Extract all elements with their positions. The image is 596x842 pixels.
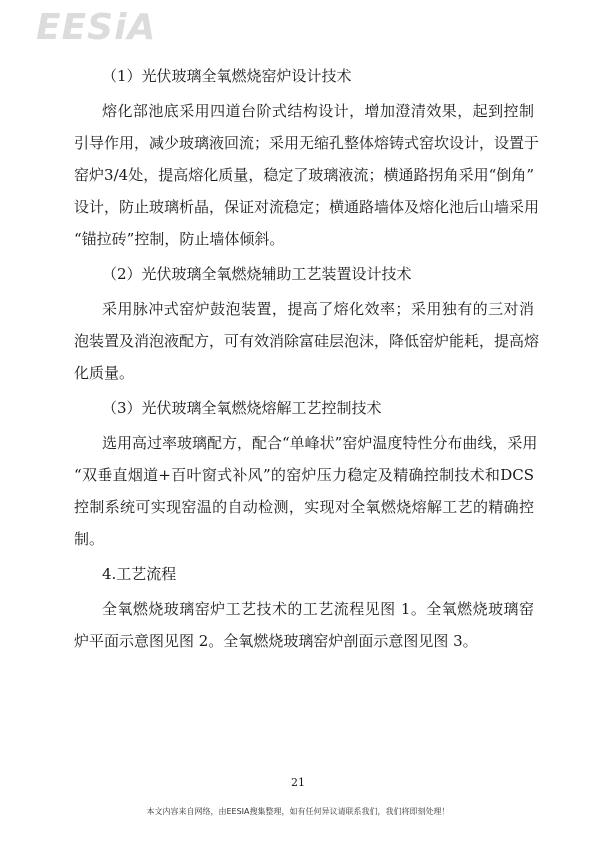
section-1-heading: （1）光伏玻璃全氧燃烧窑炉设计技术	[102, 67, 352, 85]
section-3-paragraph	[74, 427, 538, 555]
text-line: 全氧燃烧玻璃窑炉工艺技术的工艺流程见图 1。全氧燃烧玻璃窑	[102, 600, 534, 618]
section-3-heading: （3）光伏玻璃全氧燃烧熔解工艺控制技术	[102, 399, 382, 417]
text-line: 熔化部池底采用四道台阶式结构设计，增加澄清效果，起到控制	[102, 102, 534, 120]
text-line: “锚拉砖”控制，防止墙体倾斜。	[74, 230, 285, 248]
text-line: 控制系统可实现窑温的自动检测，实现对全氧燃烧熔解工艺的精确控	[74, 498, 534, 516]
text-line: 设计，防止玻璃析晶，保证对流稳定；横通路墙体及熔化池后山墙采用	[74, 198, 540, 216]
section-1-paragraph	[74, 95, 540, 255]
process-heading: 4.工艺流程	[102, 565, 177, 583]
text-line: 采用脉冲式窑炉鼓泡装置，提高了熔化效率；采用独有的三对消	[102, 300, 534, 318]
footer-disclaimer: 本文内容来自网络，由EESIA搜集整理，如有任何异议请联系我们，我们将即刻处理！	[146, 807, 450, 816]
page-number: 21	[291, 776, 305, 789]
text-line: 选用高过率玻璃配方，配合“单峰状”窑炉温度特性分布曲线，采用	[102, 434, 538, 452]
section-2-heading: （2）光伏玻璃全氧燃烧辅助工艺装置设计技术	[102, 265, 412, 283]
document-body	[74, 60, 540, 657]
text-line: 制。	[74, 530, 105, 548]
section-2-paragraph	[74, 293, 540, 389]
text-line: 泡装置及消泡液配方，可有效消除富硅层泡沫，降低窑炉能耗，提高熔	[74, 332, 540, 350]
text-line: “双垂直烟道+百叶窗式补风”的窑炉压力稳定及精确控制技术和DCS	[74, 466, 534, 484]
text-line: 化质量。	[74, 364, 135, 382]
eesia-logo: EESiA	[36, 7, 157, 48]
text-line: 炉平面示意图见图 2。全氧燃烧玻璃窑炉剖面示意图见图 3。	[74, 632, 478, 650]
text-line: 窑炉3/4处，提高熔化质量，稳定了玻璃液流；横通路拐角采用“倒角”	[74, 166, 534, 184]
process-paragraph	[74, 593, 534, 657]
text-line: 引导作用，减少玻璃液回流；采用无缩孔整体熔铸式窑坎设计，设置于	[74, 134, 540, 152]
